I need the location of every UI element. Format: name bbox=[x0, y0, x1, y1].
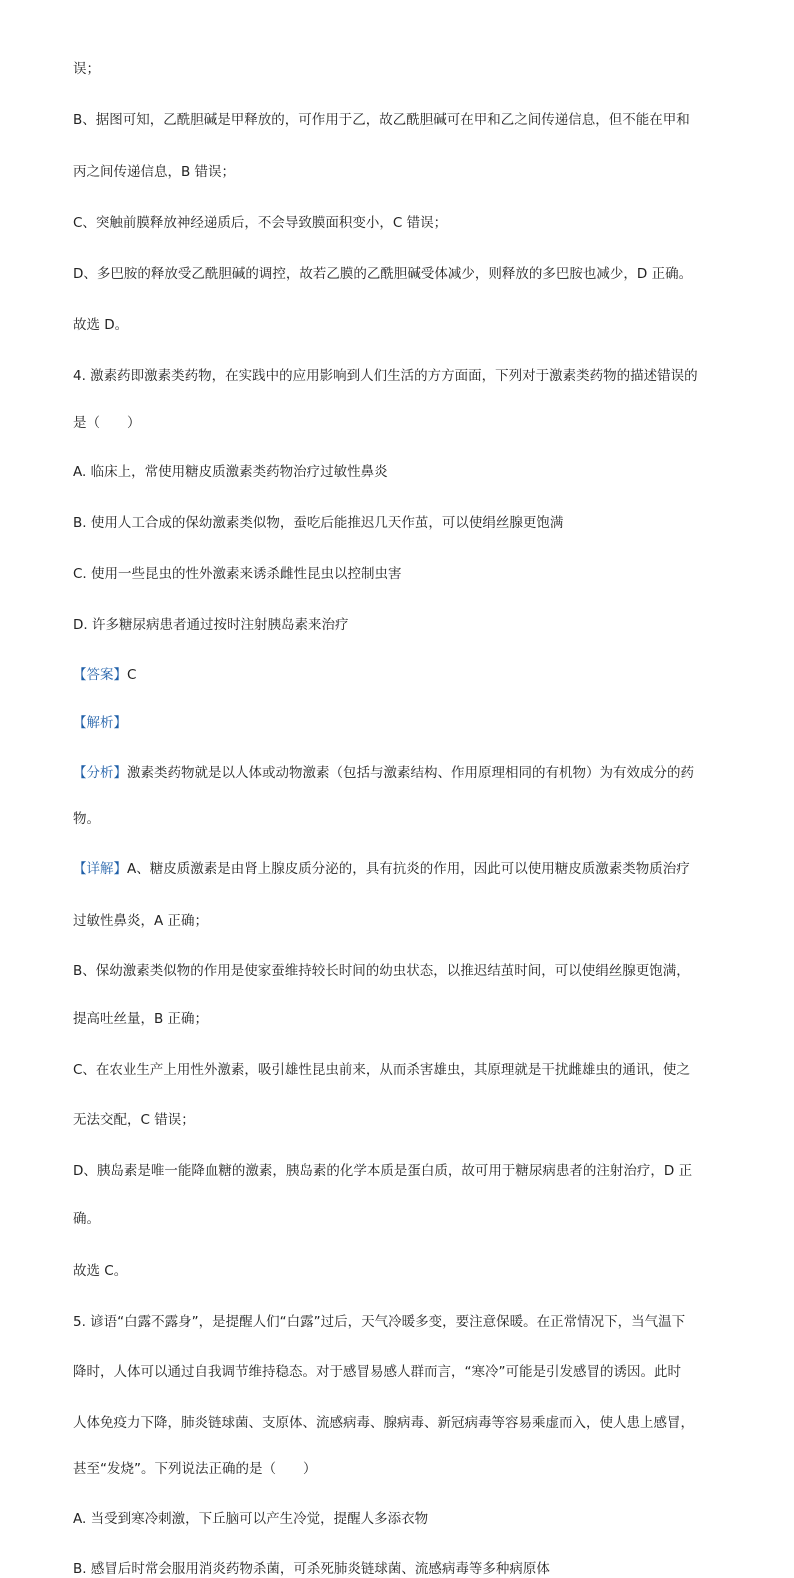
text-line: 物。 bbox=[73, 811, 100, 827]
text-line: 故选 D。 bbox=[73, 317, 129, 333]
analysis-label: 【解析】 bbox=[73, 715, 127, 731]
answer-line bbox=[73, 666, 723, 684]
option-c: C. 使用一些昆虫的性外激素来诱杀雌性昆虫以控制虫害 bbox=[73, 566, 402, 582]
option-a: A. 当受到寒冷刺激，下丘脑可以产生冷觉，提醒人多添衣物 bbox=[73, 1511, 429, 1527]
text-line: 提高吐丝量，B 正确； bbox=[73, 1011, 209, 1027]
text-line: 误； bbox=[73, 61, 100, 77]
text-line: 故选 C。 bbox=[73, 1263, 128, 1279]
document-page bbox=[73, 60, 723, 1577]
fenxi-label: 【分析】 bbox=[73, 765, 127, 781]
question-5-stem: 降时，人体可以通过自我调节维持稳态。对于感冒易感人群而言，“寒冷”可能是引发感冒的诱因。此时 bbox=[73, 1364, 681, 1380]
text-line: B、据图可知，乙酰胆碱是甲释放的，可作用于乙，故乙酰胆碱可在甲和乙之间传递信息，但不能在甲和 bbox=[73, 112, 690, 128]
xiangjie-label: 【详解】 bbox=[73, 861, 127, 877]
answer-label: 【答案】 bbox=[73, 667, 127, 683]
analysis-line bbox=[73, 764, 723, 782]
text-line: 过敏性鼻炎，A 正确； bbox=[73, 913, 209, 929]
question-4-stem-end: 是（ ） bbox=[73, 415, 141, 431]
fenxi-text: 激素类药物就是以人体或动物激素（包括与激素结构、作用原理相同的有机物）为有效成分的药 bbox=[127, 765, 694, 781]
analysis-heading bbox=[73, 714, 723, 732]
question-5-stem-end: 甚至“发烧”。下列说法正确的是（ ） bbox=[73, 1461, 317, 1477]
text-line: D、多巴胺的释放受乙酰胆碱的调控，故若乙膜的乙酰胆碱受体减少，则释放的多巴胺也减少，D 正确。 bbox=[73, 266, 693, 282]
question-5-stem: 人体免疫力下降，肺炎链球菌、支原体、流感病毒、腺病毒、新冠病毒等容易乘虚而入，使人患上感冒， bbox=[73, 1415, 694, 1431]
question-5-stem: 5. 谚语“白露不露身”，是提醒人们“白露”过后，天气冷暖多变，要注意保暖。在正常情况下，当气温下 bbox=[73, 1314, 686, 1330]
option-b: B. 使用人工合成的保幼激素类似物，蚕吃后能推迟几天作茧，可以使绢丝腺更饱满 bbox=[73, 515, 564, 531]
text-line: 丙之间传递信息，B 错误； bbox=[73, 164, 236, 180]
xiangjie-text: A、糖皮质激素是由肾上腺皮质分泌的，具有抗炎的作用，因此可以使用糖皮质激素类物质治疗 bbox=[127, 861, 690, 877]
option-d: D. 许多糖尿病患者通过按时注射胰岛素来治疗 bbox=[73, 617, 349, 633]
text-line: 无法交配，C 错误； bbox=[73, 1112, 195, 1128]
answer-value: C bbox=[127, 667, 137, 683]
text-line: C、在农业生产上用性外激素，吸引雄性昆虫前来，从而杀害雄虫，其原理就是干扰雌雄虫的通讯，使之 bbox=[73, 1062, 690, 1078]
text-line: 确。 bbox=[73, 1211, 100, 1227]
text-line: B、保幼激素类似物的作用是使家蚕维持较长时间的幼虫状态，以推迟结茧时间，可以使绢丝腺更饱满， bbox=[73, 963, 690, 979]
option-a: A. 临床上，常使用糖皮质激素类药物治疗过敏性鼻炎 bbox=[73, 464, 388, 480]
text-line: D、胰岛素是唯一能降血糖的激素，胰岛素的化学本质是蛋白质，故可用于糖尿病患者的注射治疗，D 正 bbox=[73, 1163, 693, 1179]
text-line: C、突触前膜释放神经递质后，不会导致膜面积变小，C 错误； bbox=[73, 215, 448, 231]
question-4-stem: 4. 激素药即激素类药物，在实践中的应用影响到人们生活的方方面面，下列对于激素类药物的描述错误的 bbox=[73, 368, 698, 384]
option-b: B. 感冒后时常会服用消炎药物杀菌，可杀死肺炎链球菌、流感病毒等多种病原体 bbox=[73, 1561, 550, 1577]
detail-line bbox=[73, 860, 723, 878]
